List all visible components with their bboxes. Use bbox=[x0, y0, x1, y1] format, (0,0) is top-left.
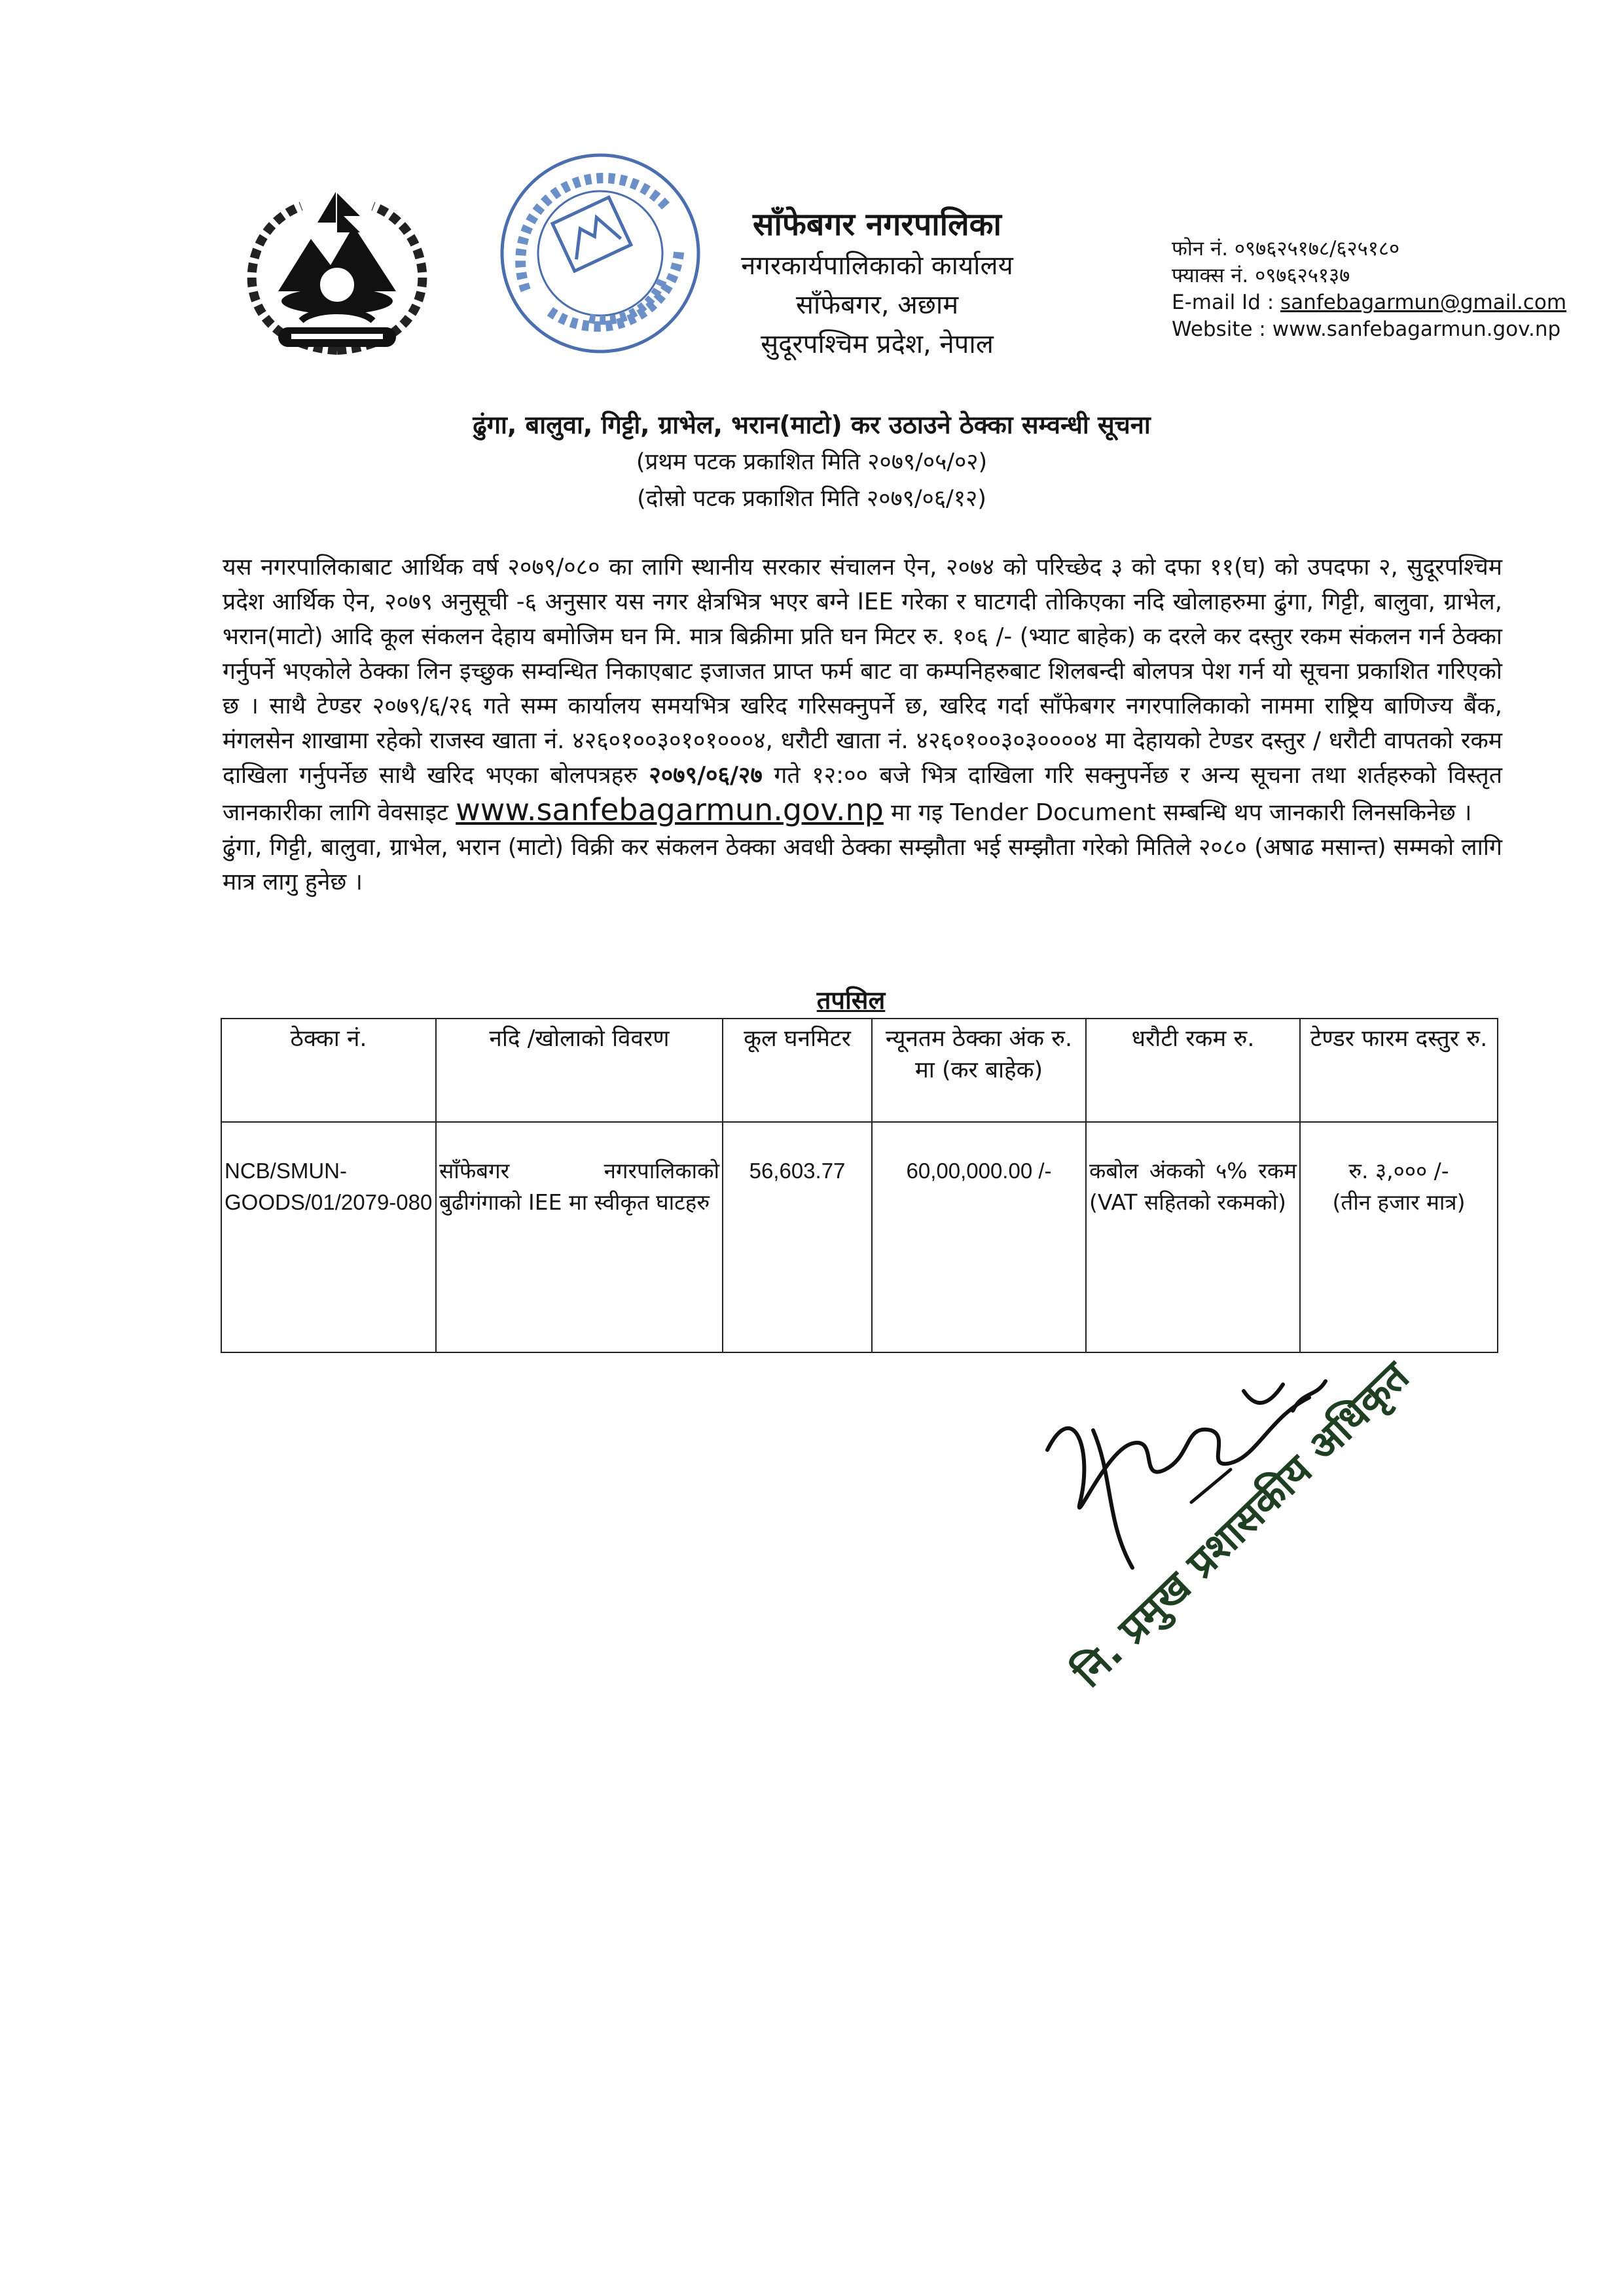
office-province: सुदूरपश्चिम प्रदेश, नेपाल bbox=[761, 329, 994, 359]
cell-river: साँफेबगर नगरपालिकाको बुढीगंगाको IEE मा स्वीकृत घाटहरु bbox=[436, 1122, 723, 1352]
website-link[interactable]: www.sanfebagarmun.gov.np bbox=[456, 792, 884, 827]
fax-number: फ्याक्स नं. ०९७६२५१३७ bbox=[1172, 264, 1350, 287]
office-name: नगरकार्यपालिकाको कार्यालय bbox=[741, 251, 1013, 281]
fee-amount: रु. ३,००० /- bbox=[1348, 1158, 1449, 1184]
office-location: साँफेबगर, अछाम bbox=[795, 290, 959, 320]
paragraph-text: गते १२:०० बजे भित्र दाखिला गरि सक्नुपर्नेछ र अन्य सूचना तथा शर्तहरुको विस्तृत जानकारीका लागि वेवसाइट bbox=[223, 762, 1503, 826]
municipality-name: साँफेबगर नगरपालिका bbox=[753, 206, 1001, 243]
header-river: नदि /खोलाको विवरण bbox=[436, 1019, 723, 1122]
submission-deadline: २०७९/०६/२७ bbox=[649, 762, 763, 789]
office-header bbox=[713, 203, 1041, 364]
fee-in-words: (तीन हजार मात्र) bbox=[1332, 1189, 1466, 1215]
email-label: E-mail Id : bbox=[1172, 291, 1281, 314]
second-published-date: (दोस्रो पटक प्रकाशित मिति २०७९/०६/१२) bbox=[637, 486, 986, 512]
contact-block bbox=[1172, 236, 1604, 343]
website-line: Website : www.sanfebagarmun.gov.np bbox=[1172, 317, 1561, 341]
email-link[interactable]: sanfebagarmun@gmail.com bbox=[1280, 291, 1567, 314]
email-line bbox=[1172, 289, 1604, 316]
table-row bbox=[221, 1122, 1498, 1352]
header-min-amount: न्यूनतम ठेक्का अंक रु. मा (कर बाहेक) bbox=[872, 1019, 1086, 1122]
cell-volume: 56,603.77 bbox=[723, 1122, 872, 1352]
header-volume: कूल घनमिटर bbox=[723, 1019, 872, 1122]
cell-fee bbox=[1300, 1122, 1498, 1352]
cell-deposit: कबोल अंकको ५% रकम (VAT सहितको रकमको) bbox=[1086, 1122, 1300, 1352]
cell-contract-no: NCB/SMUN-GOODS/01/2079-080 bbox=[221, 1122, 436, 1352]
header-fee: टेण्डर फारम दस्तुर रु. bbox=[1300, 1019, 1498, 1122]
phone-number: फोन नं. ०९७६२५१७८/६२५१८० bbox=[1172, 237, 1400, 261]
first-published-date: (प्रथम पटक प्रकाशित मिति २०७९/०५/०२) bbox=[636, 449, 988, 475]
cell-min-amount: 60,00,000.00 /- bbox=[872, 1122, 1086, 1352]
header-deposit: धरौटी रकम रु. bbox=[1086, 1019, 1300, 1122]
table-caption: तपसिल bbox=[816, 986, 886, 1015]
table-header-row bbox=[221, 1019, 1498, 1122]
notice-title: ढुंगा, बालुवा, गिट्टी, ग्राभेल, भरान(माटो) कर उठाउने ठेक्का सम्वन्धी सूचना bbox=[473, 410, 1151, 439]
nepal-emblem-icon bbox=[239, 187, 435, 363]
contract-details-table bbox=[221, 1018, 1498, 1353]
header-contract-no: ठेक्का नं. bbox=[221, 1019, 436, 1122]
paragraph-text: यस नगरपालिकाबाट आर्थिक वर्ष २०७९/०८० का लागि स्थानीय सरकार संचालन ऐन, २०७४ को परिच्छेद ३ को दफा ११(घ) को उपदफा २, सुदूरपश्चिम प्रदेश आर्थिक ऐन, २०७९ अनुसूची -६ अनुसार यस नगर क्षेत्रभित्र भएर बग्ने IEE गरेका र घाटगदी तोकिएका नदि खोलाहरुमा ढुंगा, गिट्टी, बालुवा, ग्राभेल, भरान(माटो) आदि कूल संकलन देहाय बमोजिम घन मि. मात्र बिक्रीमा प्रति घन मिटर रु. १०६ /- (भ्याट बाहेक) क दरले कर दस्तुर रकम संकलन गर्न ठेक्का गर्नुपर्ने भएकोले ठेक्का लिन इच्छुक सम्वन्धित निकाएबाट इजाजत प्राप्त फर्म बाट वा कम्पनिहरुबाट शिलबन्दी बोलपत्र पेश गर्न यो सूचना प्रकाशित गरिएको छ । साथै टेण्डर २०७९/६/२६ गते सम्म कार्यालय समयभित्र खरिद गरिसक्नुपर्ने छ, खरिद गर्दा साँफेबगर नगरपालिकाको नाममा राष्ट्रिय बाणिज्य बैंक, मंगलसेन शाखामा रहेको राजस्व खाता नं. ४२६०१००३०१०१०००४, धरौटी खाता नं. ४२६०१००३०३००००४ मा देहायको टेण्डर दस्तुर / धरौटी वापतको रकम दाखिला गर्नुपर्नेछ साथै खरिद भएका बोलपत्रहरु bbox=[223, 554, 1502, 789]
paragraph-text: मा गइ Tender Document सम्बन्धि थप जानकारी लिनसकिनेछ । bbox=[883, 799, 1472, 826]
municipality-seal-icon bbox=[491, 144, 710, 363]
signatory-designation: नि. प्रमुख प्रशासकीय अधिकृत bbox=[1064, 1352, 1418, 1697]
notice-paragraph-2: ढुंगा, गिट्टी, बालुवा, ग्राभेल, भरान (माटो) विक्री कर संकलन ठेक्का अवधी ठेक्का सम्झौता भई सम्झौता गरेको मितिले २०८० (अषाढ मसान्त) सम्मको लागि मात्र लागु हुनेछ । bbox=[223, 834, 1502, 895]
notice-paragraph-1 bbox=[223, 550, 1502, 830]
notice-body bbox=[223, 550, 1502, 899]
notice-title-block bbox=[262, 406, 1362, 517]
